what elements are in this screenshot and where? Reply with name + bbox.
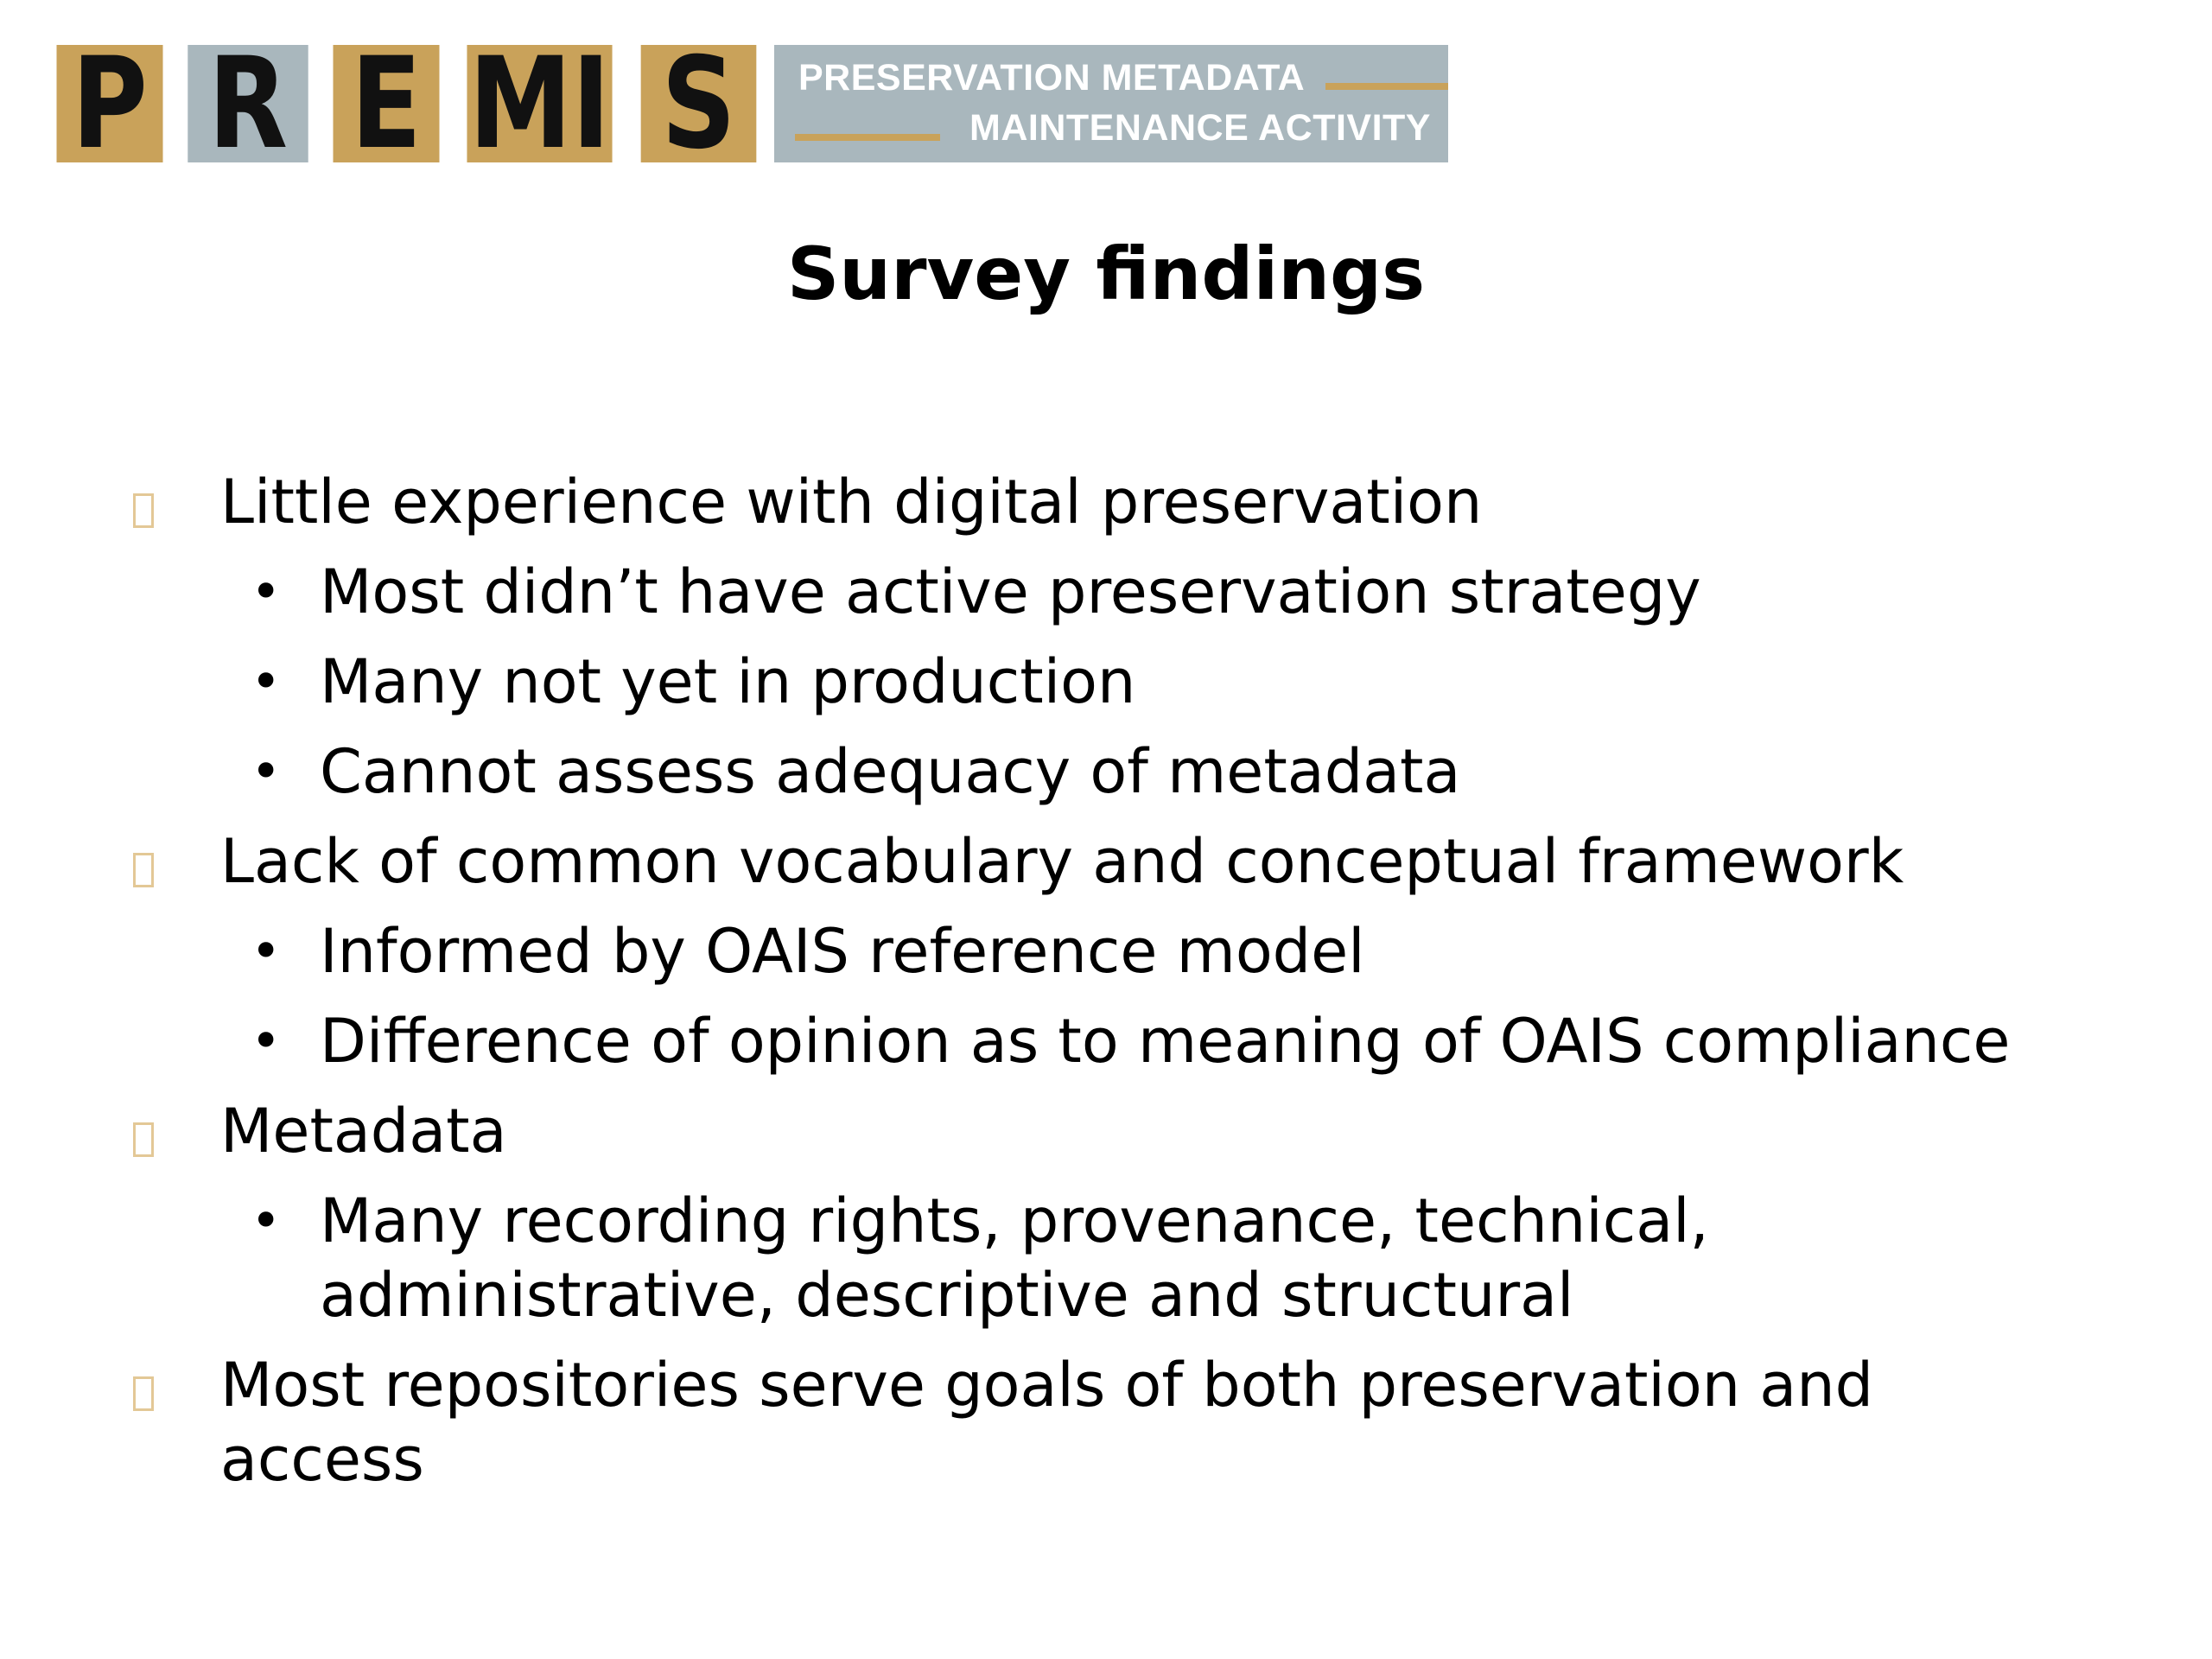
list-item [130, 645, 2117, 719]
square-bullet-icon [133, 493, 154, 528]
banner-line-1: PRESERVATION METADATA [798, 57, 1306, 99]
slide-title: Survey findings [786, 232, 1426, 316]
list-item-text: Cannot assess adequacy of metadata [320, 736, 1461, 807]
list-item-text: Lack of common vocabulary and conceptual framework [220, 826, 1904, 897]
banner-rule-2 [795, 134, 940, 141]
list-item [130, 555, 2117, 629]
bullet-dot-icon: • [251, 1191, 282, 1251]
logo-banner [774, 45, 1448, 162]
list-item-text: Informed by OAIS reference model [320, 916, 1365, 987]
list-item-text: Most repositories serve goals of both preservation and access [220, 1350, 1874, 1495]
list-item [130, 734, 2117, 809]
list-item [130, 1184, 1961, 1332]
premis-logo [45, 45, 1448, 162]
bullet-list [130, 449, 2117, 1497]
list-item-text: Difference of opinion as to meaning of OAIS compliance [320, 1006, 2011, 1077]
list-item [130, 1004, 2117, 1078]
bullet-dot-icon: • [251, 562, 282, 622]
list-item [130, 824, 2117, 899]
bullet-dot-icon: • [251, 652, 282, 712]
list-item [130, 914, 2117, 988]
bullet-dot-icon: • [251, 921, 282, 982]
bullet-dot-icon: • [251, 1011, 282, 1071]
list-item-text: Many recording rights, provenance, technical, administrative, descriptive and structural [320, 1185, 1709, 1331]
list-item [130, 1094, 2117, 1168]
list-item-text: Most didn’t have active preservation strategy [320, 556, 1701, 627]
logo-letter-p: P [57, 45, 163, 162]
banner-rule-1 [1325, 83, 1448, 90]
logo-letter-s: S [641, 45, 757, 162]
square-bullet-icon [133, 1376, 154, 1411]
list-item-text: Little experience with digital preservation [220, 467, 1483, 537]
list-item [130, 465, 2117, 539]
square-bullet-icon [133, 853, 154, 887]
list-item-text: Many not yet in production [320, 646, 1136, 717]
logo-letter-mi: MI [467, 45, 612, 162]
logo-letter-e: E [334, 45, 440, 162]
square-bullet-icon [133, 1122, 154, 1157]
premis-wordmark [45, 45, 769, 162]
list-item-text: Metadata [220, 1096, 507, 1166]
logo-letter-r: R [188, 45, 308, 162]
list-item [130, 1348, 2035, 1497]
bullet-dot-icon: • [251, 741, 282, 802]
banner-line-2: MAINTENANCE ACTIVITY [969, 107, 1431, 149]
